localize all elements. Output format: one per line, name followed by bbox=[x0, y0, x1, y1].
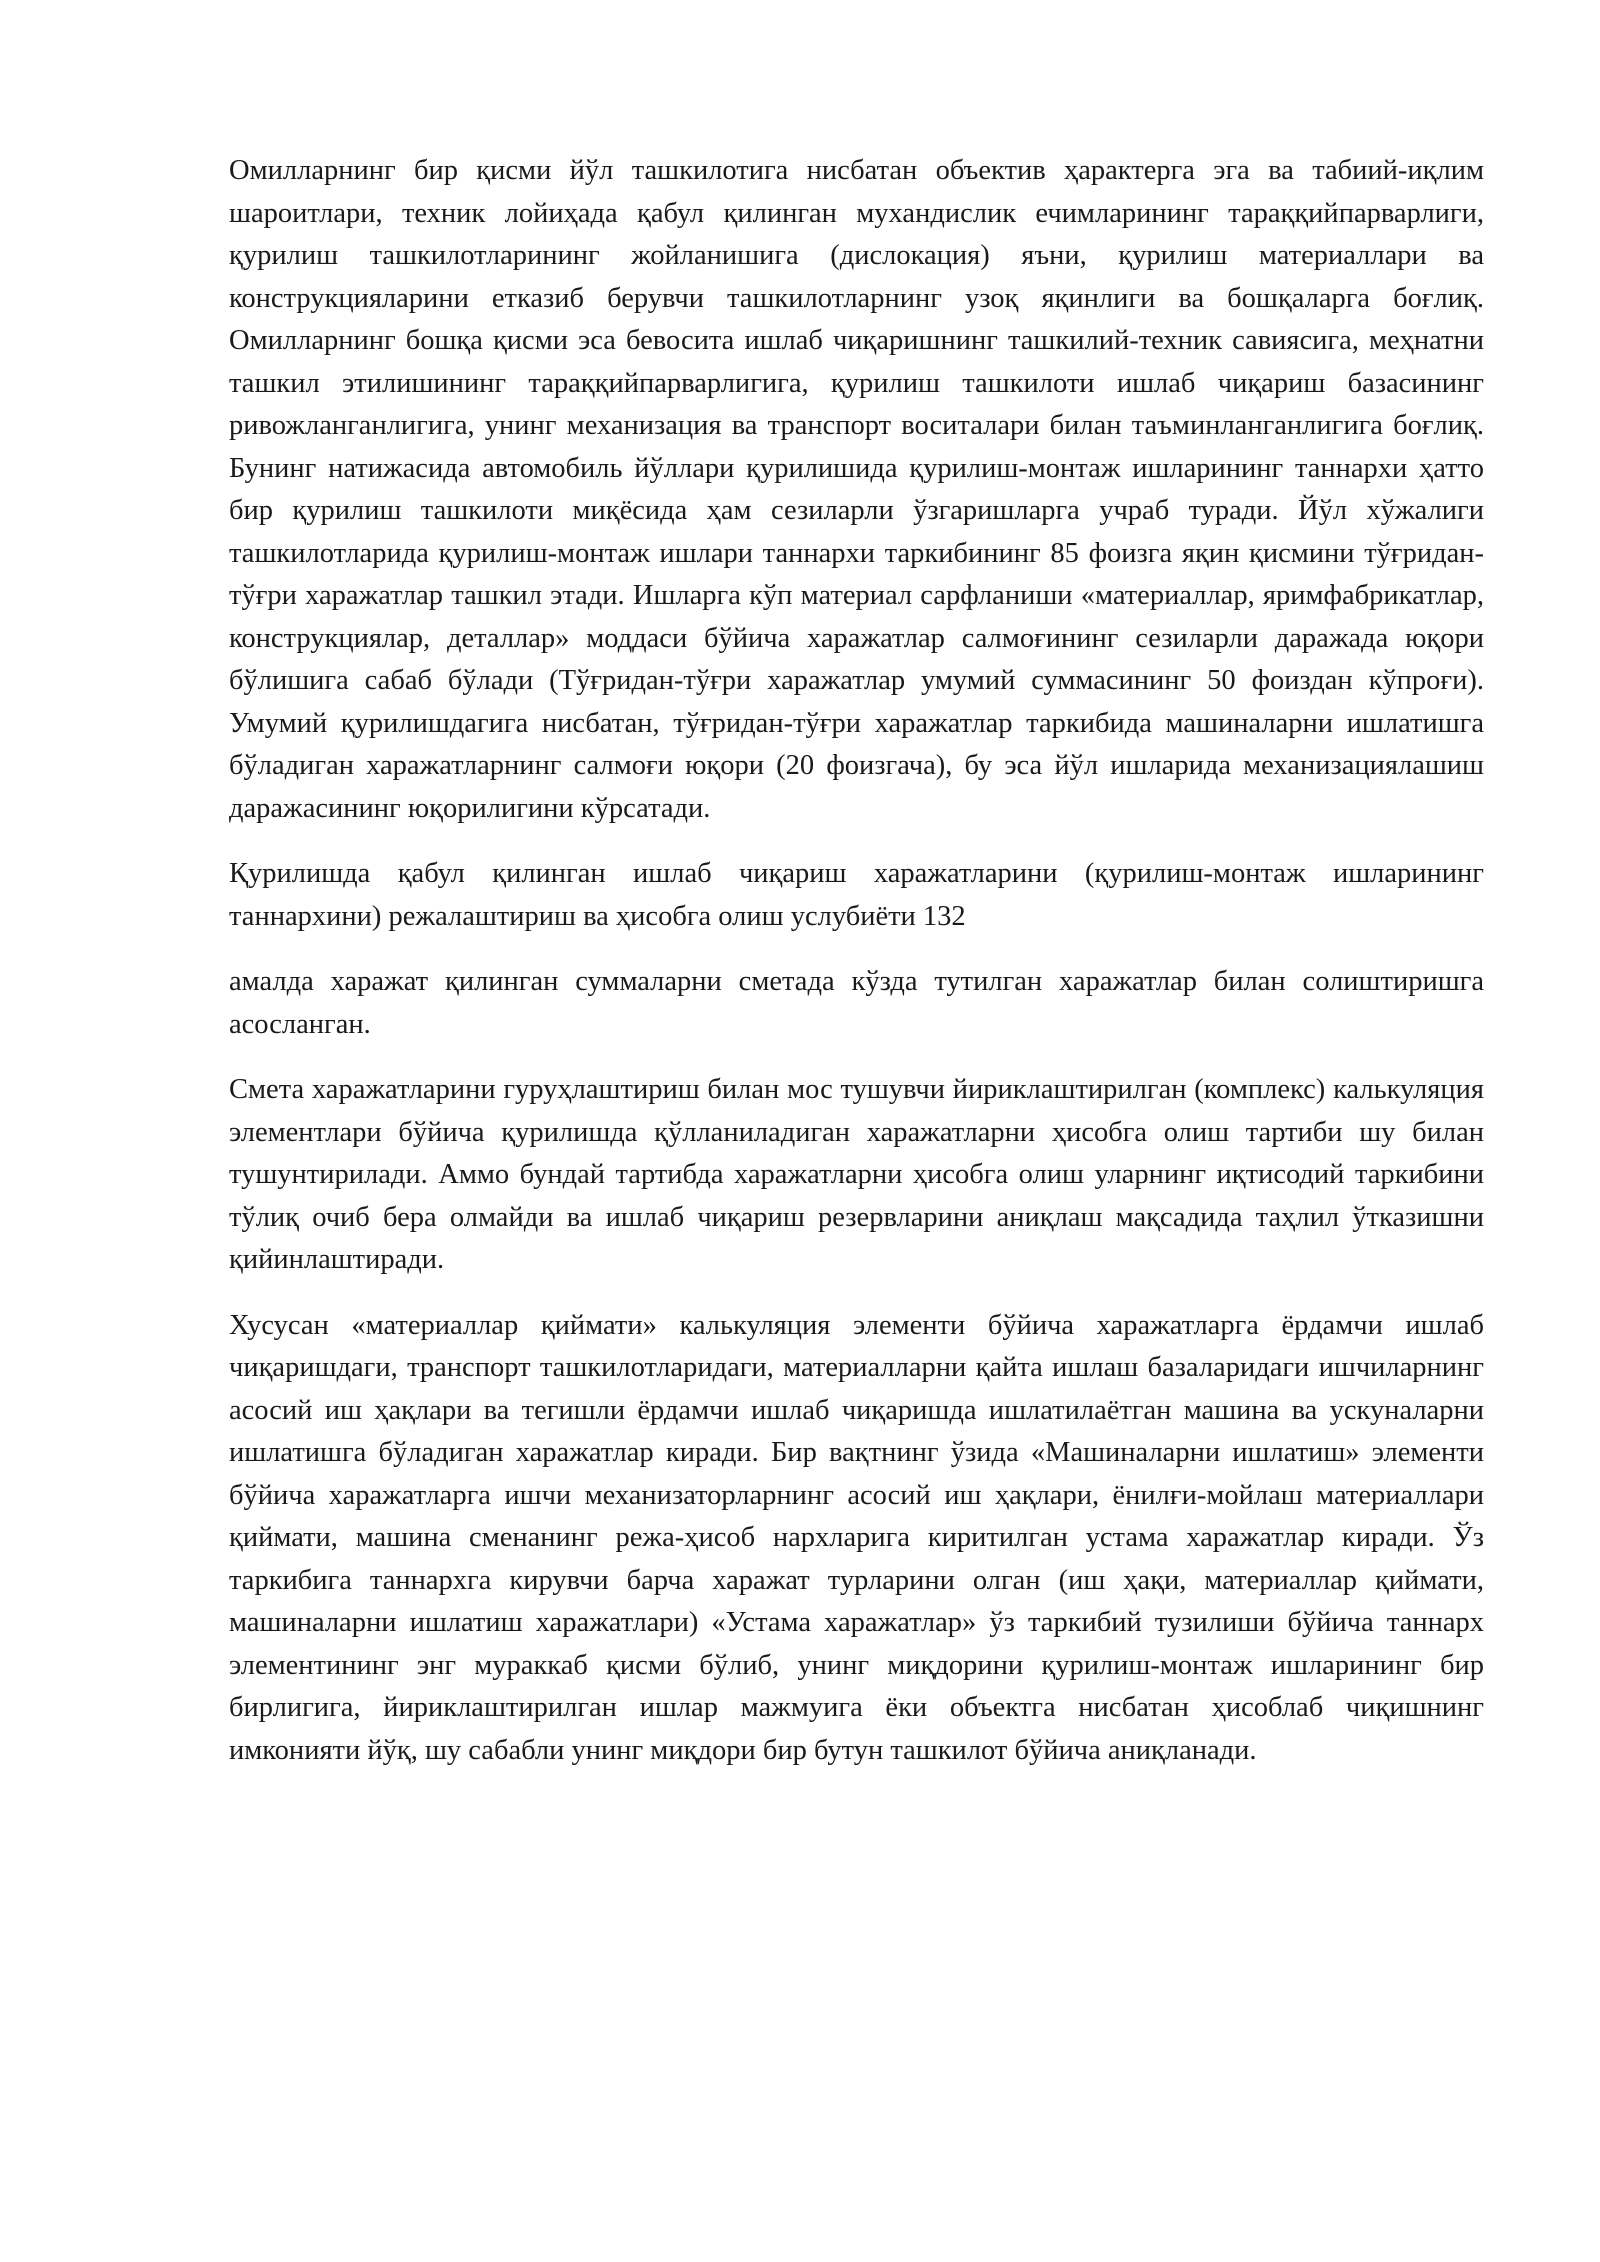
paragraph-overhead-costs: Хусусан «материаллар қиймати» калькуляция элементи бўйича харажатларга ёрдамчи ишлаб чиқаришдаги, транспорт ташкилотларидаги, материалларни қайта ишлаш базаларидаги ишчиларнинг асосий иш ҳақлари ва тегишли ёрдамчи ишлаб чиқаришда ишлатилаётган машина ва ускуналарни ишлатишга бўладиган харажатлар киради. Бир вақтнинг ўзида «Машиналарни ишлатиш» элементи бўйича харажатларга ишчи механизаторларнинг асосий иш ҳақлари, ёнилғи-мойлаш материаллари қиймати, машина сменанинг режа-ҳисоб нархларига киритилган устама харажатлар киради. Ўз таркибига таннархга кирувчи барча харажат турларини олган (иш ҳақи, материаллар қиймати, машиналарни ишлатиш харажатлари) «Устама харажатлар» ўз таркибий тузилиши бўйича таннарх элементининг энг мураккаб қисми бўлиб, унинг миқдорини қурилиш-монтаж ишларининг бир бирлигига, йириклаштирилган ишлар мажмуига ёки объектга нисбатан ҳисоблаб чиқишнинг имконияти йўқ, шу сабабли унинг миқдори бир бутун ташкилот бўйича аниқланади. bbox=[229, 1309, 1484, 1766]
paragraph-factors: Омилларнинг бир қисми йўл ташкилотига нисбатан объектив ҳарактерга эга ва табиий-иқлим шароитлари, техник лойиҳада қабул қилинган мухандислик ечимларининг тараққийпарварлиги, қурилиш ташкилотларининг жойланишига (дислокация) яъни, қурилиш материаллари ва конструкцияларини етказиб берувчи ташкилотларнинг узоқ яқинлиги ва бошқаларга боғлиқ. Омилларнинг бошқа қисми эса бевосита ишлаб чиқаришнинг ташкилий-техник савиясига, меҳнатни ташкил этилишининг тараққийпарварлигига, қурилиш ташкилоти ишлаб чиқариш базасининг ривожланганлигига, унинг механизация ва транспорт воситалари билан таъминланганлигига боғлиқ. Бунинг натижасида автомобиль йўллари қурилишида қурилиш-монтаж ишларининг таннархи ҳатто бир қурилиш ташкилоти миқёсида ҳам сезиларли ўзгаришларга учраб туради. Йўл хўжалиги ташкилотларида қурилиш-монтаж ишлари таннархи таркибининг 85 фоизга яқин қисмини тўғридан-тўғри харажатлар ташкил этади. Ишларга кўп материал сарфланиши «материаллар, яримфабрикатлар, конструкциялар, деталлар» моддаси бўйича харажатлар салмоғининг сезиларли даражада юқори бўлишига сабаб бўлади (Тўғридан-тўғри харажатлар умумий суммасининг 50 фоиздан кўпроғи). Умумий қурилишдагига нисбатан, тўғридан-тўғри харажатлар таркибида машиналарни ишлатишга бўладиган харажатларнинг салмоғи юқори (20 фоизгача), бу эса йўл ишларида механизациялашиш даражасининг юқорилигини кўрсатади. bbox=[229, 155, 1484, 824]
document-body bbox=[229, 150, 1484, 1795]
paragraph-calculation-elements: Смета харажатларини гуруҳлаштириш билан мос тушувчи йириклаштирилган (комплекс) калькуляция элементлари бўйича қурилишда қўлланиладиган харажатларни ҳисобга олиш тартиби шу билан тушунтирилади. Аммо бундай тартибда харажатларни ҳисобга олиш уларнинг иқтисодий таркибини тўлиқ очиб бера олмайди ва ишлаб чиқариш резервларини аниқлаш мақсадида таҳлил ўтказишни қийинлаштиради. bbox=[229, 1074, 1484, 1275]
paragraph-comparison: амалда харажат қилинган суммаларни сметада кўзда тутилган харажатлар билан солиштиришга асосланган. bbox=[229, 966, 1484, 1040]
paragraph-methodology: Қурилишда қабул қилинган ишлаб чиқариш харажатларини (қурилиш-монтаж ишларининг таннархини) режалаштириш ва ҳисобга олиш услубиёти 132 bbox=[229, 858, 1484, 932]
